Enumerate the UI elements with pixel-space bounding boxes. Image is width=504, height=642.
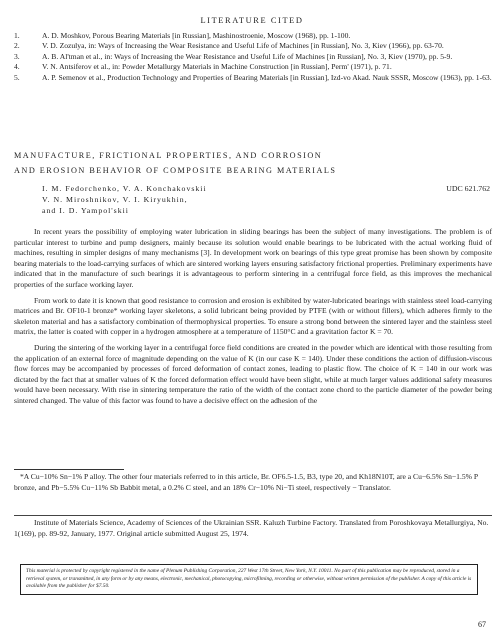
copyright-notice: This material is protected by copyright registered in the name of Plenum Publishing Corporation, 227 West 17th Street, New York, N.Y. 10011. No part of this publication may be reproduced, stored in a retrieval system, or transmitted, in any form or by any means, electronic, mechanical, photocopying, microfilming, recording or otherwise, without written permission of the publisher. A copy of this article is available from the publisher for $7.50. (20, 564, 478, 595)
article-body (14, 227, 492, 412)
page-number: 67 (478, 620, 486, 629)
reference-text: A. P. Semenov et al., Production Technology and Properties of Bearing Materials [in Russian], Izd-vo Akad. Nauk SSSR, Moscow (1963), pp. 1-63. (42, 72, 492, 82)
author-line: and I. D. Yampol'skii (42, 206, 129, 215)
reference-list (14, 31, 492, 83)
affiliation-divider (14, 515, 492, 516)
reference-item (14, 73, 492, 83)
reference-text: A. B. Al'tman et al., in: Ways of Increasing the Wear Resistance and Useful Life of Machines [in Russian], No. 3, Kiev (1970), pp. 5-9. (42, 51, 453, 61)
udc-code: UDC 621.762 (446, 184, 490, 193)
reference-number: 2. (14, 41, 20, 51)
article-title-line: AND EROSION BEHAVIOR OF COMPOSITE BEARING MATERIALS (14, 166, 337, 175)
body-paragraph: From work to date it is known that good resistance to corrosion and erosion is exhibited by water-lubricated bearings with stainless steel load-carrying matrices and Br. OF10-1 bronze* working layer skeletons, a solid lubricant being provided by PTFE (with or without fillers), which adheres firmly to the skeleton material and has a satisfactory combination of thermophysical properties. To ensure a strong bond between the sintered layer and the stainless steel matrix, the latter is coated with copper in a hydrogen atmosphere at a temperature of 1150°C and a gravitation factor K = 70. (14, 295, 492, 337)
reference-number: 3. (14, 51, 20, 61)
reference-item (14, 62, 492, 72)
translator-footnote (14, 472, 492, 493)
article-title (14, 148, 494, 178)
reference-number: 5. (14, 72, 20, 82)
reference-text: V. D. Zozulya, in: Ways of Increasing the Wear Resistance and Useful Life of Machines [in Russian], No. 3, Kiev (1966), pp. 63-70. (42, 41, 444, 51)
reference-item (14, 31, 492, 41)
reference-text: V. N. Antsiferov et al., in: Powder Metallurgy Materials in Machine Construction [in Russian], Perm' (1971), p. 71. (42, 62, 392, 72)
author-line: I. M. Fedorchenko, V. A. Konchakovskii (42, 184, 207, 193)
reference-number: 4. (14, 62, 20, 72)
body-paragraph: During the sintering of the working layer in a centrifugal force field conditions are created in the powder which are identical with those resulting from the application of an external force of magnitude depending on the value of K (in our case K = 140). Under these conditions the action of diffusion-viscous flow forces may be accompanied by processes of forced deformation of contact zones, leading to plastic flow. The choice of K = 140 in our work was dictated by the fact that at smaller values of K the forced deformation effect would have been slight, while at much larger values additional safety measures would have been necessary. With rise in sintering temperature the ratio of the width of the contact zone chord to the particle diameter of the powder being sintered changed. The value of this factor was found to have a decisive effect on the adhesion of the (14, 342, 492, 405)
author-list (42, 183, 372, 216)
footnote-divider (14, 469, 124, 470)
reference-item (14, 41, 492, 51)
affiliation-text: Institute of Materials Science, Academy of Sciences of the Ukrainian SSR. Kaluzh Turbine Factory. Translated from Poroshkovaya Metallurgiya, No. 1(169), pp. 89-92, January, 1977. Original article submitted August 25, 1974. (14, 518, 489, 538)
reference-text: A. D. Moshkov, Porous Bearing Materials [in Russian], Mashinostroenie, Moscow (1968), pp. 1-100. (42, 31, 351, 40)
body-paragraph: In recent years the possibility of employing water lubrication in sliding bearings has been the subject of many investigations. The problem is of particular interest to turbine and pump designers, mainly because its solution would enable bearings to be lubricated with the actual working fluid of machines, resulting in simpler designs of many mechanisms [3]. In development work on bearings of this type great promise has been shown by composite bearing materials to the load-carrying surfaces of which are sintered working layers ensuring satisfactory frictional properties. Preliminary experiments have indicated that in the manufacture of such bearings it is advantageous to perform sintering in a centrifugal force field, as this improves the mechanical properties of the surface working layer. (14, 227, 492, 289)
footnote-text: *A Cu−10% Sn−1% P alloy. The other four materials referred to in this article, Br. OF6.5-1.5, B3, type 20, and Kh18N10T, are a Cu−6.5% Sn−1.5% P bronze, and Pb−5.5% Cu−11% Sb Babbit metal, a 0.2% C steel, and an 18% Cr−10% Ni−Ti steel, respectively − Translator. (14, 472, 478, 492)
reference-item (14, 52, 492, 62)
author-line: V. N. Miroshnikov, V. I. Kiryukhin, (42, 195, 188, 204)
article-title-line: MANUFACTURE, FRICTIONAL PROPERTIES, AND CORROSION (14, 151, 323, 160)
literature-cited-heading: LITERATURE CITED (200, 16, 304, 25)
affiliation-block (14, 518, 492, 539)
reference-number: 1. (14, 31, 20, 40)
